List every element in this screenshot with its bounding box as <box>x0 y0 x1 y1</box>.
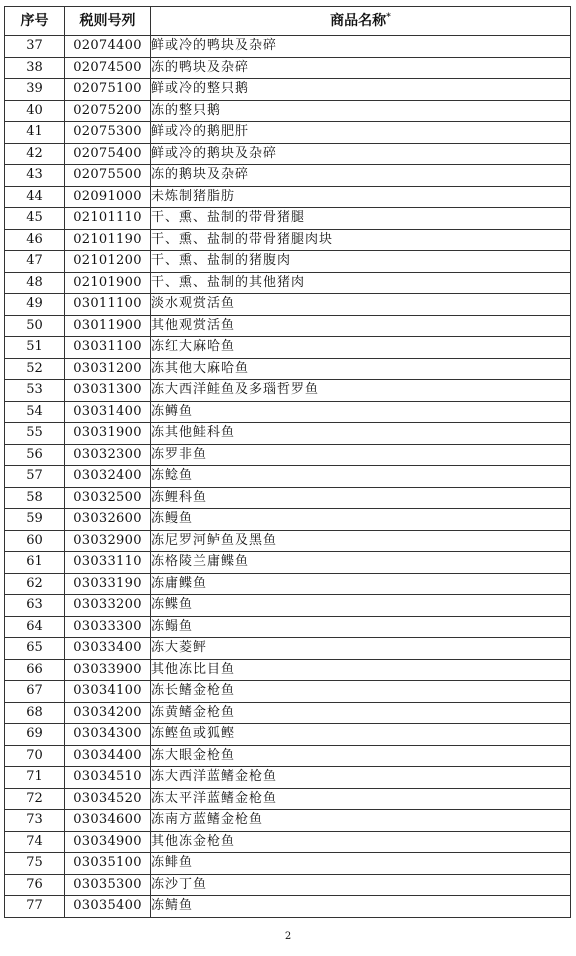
row-index: 45 <box>5 208 65 230</box>
row-tariff-code: 03032400 <box>65 466 151 488</box>
row-tariff-code: 03033300 <box>65 616 151 638</box>
row-product-name: 冻大西洋蓝鳍金枪鱼 <box>151 767 571 789</box>
row-tariff-code: 03031900 <box>65 423 151 445</box>
row-tariff-code: 02075500 <box>65 165 151 187</box>
table-row <box>5 853 571 875</box>
table-row <box>5 831 571 853</box>
row-tariff-code: 03011900 <box>65 315 151 337</box>
row-product-name: 冻格陵兰庸鲽鱼 <box>151 552 571 574</box>
row-index: 46 <box>5 229 65 251</box>
row-tariff-code: 02074400 <box>65 36 151 58</box>
row-product-name: 冻的鹅块及杂碎 <box>151 165 571 187</box>
row-tariff-code: 02075300 <box>65 122 151 144</box>
row-tariff-code: 02101200 <box>65 251 151 273</box>
row-product-name: 其他冻金枪鱼 <box>151 831 571 853</box>
row-product-name: 冻沙丁鱼 <box>151 874 571 896</box>
table-row <box>5 272 571 294</box>
row-tariff-code: 03033200 <box>65 595 151 617</box>
row-index: 70 <box>5 745 65 767</box>
row-product-name: 冻大菱鲆 <box>151 638 571 660</box>
table-row <box>5 509 571 531</box>
table-row <box>5 186 571 208</box>
row-index: 42 <box>5 143 65 165</box>
row-tariff-code: 03032300 <box>65 444 151 466</box>
table-row <box>5 380 571 402</box>
tariff-product-table <box>4 6 571 918</box>
row-product-name: 冻鲶鱼 <box>151 466 571 488</box>
row-index: 67 <box>5 681 65 703</box>
row-index: 44 <box>5 186 65 208</box>
row-index: 61 <box>5 552 65 574</box>
row-product-name: 鲜或冷的鹅肥肝 <box>151 122 571 144</box>
table-row <box>5 358 571 380</box>
table-row <box>5 702 571 724</box>
table-row <box>5 57 571 79</box>
row-index: 68 <box>5 702 65 724</box>
row-product-name: 干、熏、盐制的带骨猪腿肉块 <box>151 229 571 251</box>
row-index: 56 <box>5 444 65 466</box>
row-index: 51 <box>5 337 65 359</box>
table-row <box>5 659 571 681</box>
row-index: 65 <box>5 638 65 660</box>
row-product-name: 冻鲱鱼 <box>151 853 571 875</box>
row-tariff-code: 03034510 <box>65 767 151 789</box>
row-product-name: 冻罗非鱼 <box>151 444 571 466</box>
row-tariff-code: 03034100 <box>65 681 151 703</box>
row-index: 58 <box>5 487 65 509</box>
row-tariff-code: 02075100 <box>65 79 151 101</box>
table-row <box>5 681 571 703</box>
row-product-name: 冻其他鲑科鱼 <box>151 423 571 445</box>
row-index: 43 <box>5 165 65 187</box>
row-product-name: 冻的整只鹅 <box>151 100 571 122</box>
header-product-name <box>151 7 571 36</box>
row-product-name: 冻鳎鱼 <box>151 616 571 638</box>
row-product-name: 冻大西洋鲑鱼及多瑙哲罗鱼 <box>151 380 571 402</box>
row-product-name: 鲜或冷的鹅块及杂碎 <box>151 143 571 165</box>
row-index: 47 <box>5 251 65 273</box>
table-row <box>5 444 571 466</box>
row-index: 53 <box>5 380 65 402</box>
row-index: 75 <box>5 853 65 875</box>
row-index: 59 <box>5 509 65 531</box>
table-row <box>5 896 571 918</box>
row-tariff-code: 02101900 <box>65 272 151 294</box>
table-row <box>5 294 571 316</box>
row-product-name: 冻其他大麻哈鱼 <box>151 358 571 380</box>
row-tariff-code: 03035100 <box>65 853 151 875</box>
table-row <box>5 79 571 101</box>
table-row <box>5 874 571 896</box>
table-row <box>5 229 571 251</box>
row-index: 38 <box>5 57 65 79</box>
row-product-name: 冻大眼金枪鱼 <box>151 745 571 767</box>
row-index: 73 <box>5 810 65 832</box>
row-product-name: 冻红大麻哈鱼 <box>151 337 571 359</box>
table-row <box>5 36 571 58</box>
row-tariff-code: 03033110 <box>65 552 151 574</box>
row-index: 74 <box>5 831 65 853</box>
row-index: 69 <box>5 724 65 746</box>
table-row <box>5 552 571 574</box>
row-tariff-code: 03034300 <box>65 724 151 746</box>
table-row <box>5 122 571 144</box>
table-row <box>5 143 571 165</box>
row-tariff-code: 03031300 <box>65 380 151 402</box>
row-index: 64 <box>5 616 65 638</box>
row-tariff-code: 03034900 <box>65 831 151 853</box>
row-product-name: 未炼制猪脂肪 <box>151 186 571 208</box>
row-index: 39 <box>5 79 65 101</box>
table-row <box>5 616 571 638</box>
table-row <box>5 810 571 832</box>
row-tariff-code: 03031400 <box>65 401 151 423</box>
row-product-name: 冻鳟鱼 <box>151 401 571 423</box>
row-product-name: 冻尼罗河鲈鱼及黑鱼 <box>151 530 571 552</box>
row-product-name: 冻庸鲽鱼 <box>151 573 571 595</box>
table-row <box>5 315 571 337</box>
header-product-name-text: 商品名称 <box>330 13 387 29</box>
row-product-name: 冻的鸭块及杂碎 <box>151 57 571 79</box>
row-product-name: 淡水观赏活鱼 <box>151 294 571 316</box>
row-product-name: 鲜或冷的鸭块及杂碎 <box>151 36 571 58</box>
row-index: 63 <box>5 595 65 617</box>
row-index: 60 <box>5 530 65 552</box>
row-index: 57 <box>5 466 65 488</box>
row-product-name: 其他观赏活鱼 <box>151 315 571 337</box>
table-row <box>5 337 571 359</box>
header-row <box>5 7 571 36</box>
table-row <box>5 165 571 187</box>
row-product-name: 冻鲽鱼 <box>151 595 571 617</box>
row-product-name: 冻鲤科鱼 <box>151 487 571 509</box>
row-index: 76 <box>5 874 65 896</box>
table-header <box>5 7 571 36</box>
table-row <box>5 745 571 767</box>
row-tariff-code: 02101110 <box>65 208 151 230</box>
row-tariff-code: 03034200 <box>65 702 151 724</box>
table-row <box>5 423 571 445</box>
table-row <box>5 638 571 660</box>
row-product-name: 干、熏、盐制的猪腹肉 <box>151 251 571 273</box>
row-product-name: 冻鳗鱼 <box>151 509 571 531</box>
row-index: 50 <box>5 315 65 337</box>
row-tariff-code: 02074500 <box>65 57 151 79</box>
row-tariff-code: 03032900 <box>65 530 151 552</box>
table-row <box>5 466 571 488</box>
table-row <box>5 100 571 122</box>
row-product-name: 干、熏、盐制的带骨猪腿 <box>151 208 571 230</box>
row-index: 41 <box>5 122 65 144</box>
row-product-name: 冻长鳍金枪鱼 <box>151 681 571 703</box>
row-tariff-code: 03032600 <box>65 509 151 531</box>
row-tariff-code: 03034600 <box>65 810 151 832</box>
footnote-mark: * <box>386 12 391 23</box>
row-tariff-code: 02075200 <box>65 100 151 122</box>
row-tariff-code: 03032500 <box>65 487 151 509</box>
row-product-name: 冻太平洋蓝鳍金枪鱼 <box>151 788 571 810</box>
table-row <box>5 573 571 595</box>
row-product-name: 冻鲣鱼或狐鲣 <box>151 724 571 746</box>
header-tariff-code: 税则号列 <box>65 7 151 36</box>
table-row <box>5 788 571 810</box>
row-index: 49 <box>5 294 65 316</box>
row-tariff-code: 03035300 <box>65 874 151 896</box>
row-tariff-code: 03034400 <box>65 745 151 767</box>
row-product-name: 鲜或冷的整只鹅 <box>151 79 571 101</box>
header-index: 序号 <box>5 7 65 36</box>
row-tariff-code: 03031200 <box>65 358 151 380</box>
table-row <box>5 401 571 423</box>
row-tariff-code: 02101190 <box>65 229 151 251</box>
table-row <box>5 530 571 552</box>
row-index: 37 <box>5 36 65 58</box>
row-product-name: 冻黄鳍金枪鱼 <box>151 702 571 724</box>
table-row <box>5 595 571 617</box>
row-product-name: 冻南方蓝鳍金枪鱼 <box>151 810 571 832</box>
page-number: 2 <box>284 931 292 942</box>
table-row <box>5 251 571 273</box>
table-row <box>5 724 571 746</box>
row-index: 62 <box>5 573 65 595</box>
row-tariff-code: 02091000 <box>65 186 151 208</box>
row-tariff-code: 03011100 <box>65 294 151 316</box>
table-row <box>5 208 571 230</box>
row-index: 48 <box>5 272 65 294</box>
row-tariff-code: 02075400 <box>65 143 151 165</box>
table-row <box>5 487 571 509</box>
row-index: 55 <box>5 423 65 445</box>
row-index: 77 <box>5 896 65 918</box>
row-index: 71 <box>5 767 65 789</box>
row-product-name: 冻鲭鱼 <box>151 896 571 918</box>
row-product-name: 其他冻比目鱼 <box>151 659 571 681</box>
table-body <box>5 36 571 918</box>
row-tariff-code: 03034520 <box>65 788 151 810</box>
table-row <box>5 767 571 789</box>
row-index: 40 <box>5 100 65 122</box>
row-tariff-code: 03035400 <box>65 896 151 918</box>
row-index: 66 <box>5 659 65 681</box>
row-tariff-code: 03033190 <box>65 573 151 595</box>
row-index: 72 <box>5 788 65 810</box>
row-index: 52 <box>5 358 65 380</box>
row-index: 54 <box>5 401 65 423</box>
row-product-name: 干、熏、盐制的其他猪肉 <box>151 272 571 294</box>
row-tariff-code: 03033900 <box>65 659 151 681</box>
row-tariff-code: 03033400 <box>65 638 151 660</box>
row-tariff-code: 03031100 <box>65 337 151 359</box>
